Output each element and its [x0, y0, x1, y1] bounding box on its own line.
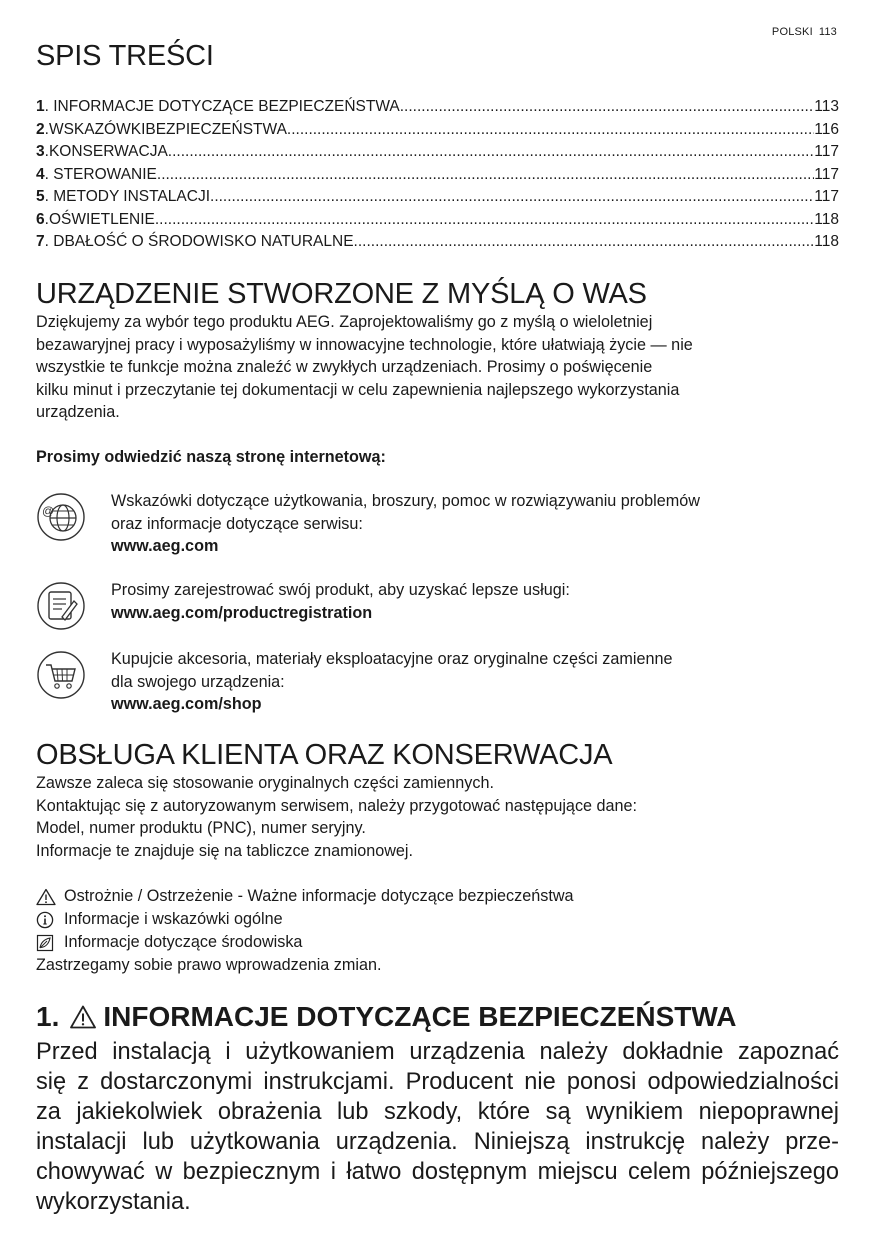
toc-item[interactable]	[36, 231, 839, 254]
toc-leader-dots	[287, 119, 814, 142]
safety-line: za jakiekolwiek obrażenia lub szkody, które są wynikiem niepoprawnej	[36, 1099, 839, 1125]
legend-row-warning	[36, 885, 574, 908]
service-line: Kontaktując się z autoryzowanym serwisem, należy przygotować następujące dane:	[36, 796, 638, 815]
toc-item-page: 113	[814, 98, 839, 115]
resource-line: oraz informacje dotyczące serwisu:	[111, 514, 363, 533]
safety-line: chowywać w bezpiecznym i łatwo dostępnym miejscu celem późniejszego	[36, 1159, 839, 1185]
toc-item[interactable]	[36, 96, 839, 119]
svg-text:@: @	[42, 504, 55, 518]
toc-item-number: 5	[36, 188, 45, 205]
toc-item-number: 2	[36, 120, 45, 138]
visit-website-label: Prosimy odwiedzić naszą stronę internetową:	[36, 448, 386, 466]
resource-item-registration	[36, 579, 836, 639]
toc-leader-dots	[155, 209, 814, 232]
service-line: Informacje te znajduje się na tabliczce znamionowej.	[36, 841, 414, 860]
resource-line: Kupujcie akcesoria, materiały eksploatacyjne oraz oryginalne części zamienne	[111, 650, 673, 668]
service-line: Zawsze zaleca się stosowanie oryginalnych części zamiennych.	[36, 774, 494, 792]
toc-item-page: 116	[814, 120, 839, 138]
resource-line: Wskazówki dotyczące użytkowania, broszury, pomoc w rozwiązywaniu problemów	[111, 492, 700, 510]
toc-item[interactable]	[36, 186, 839, 209]
toc-item-page: 118	[814, 210, 839, 228]
toc-item-title: STEROWANIE	[53, 165, 157, 183]
welcome-text	[36, 311, 693, 424]
toc-title: SPIS TREŚCI	[36, 40, 214, 72]
toc-item-separator: .	[44, 143, 49, 160]
welcome-line: wszystkie te funkcje można znaleźć w zwykłych urządzeniach. Prosimy o poświęcenie	[36, 358, 653, 376]
safety-heading	[36, 1001, 737, 1033]
warning-triangle-icon	[36, 888, 56, 906]
safety-line: Przed instalacją i użytkowaniem urządzenia należy dokładnie zapoznać	[36, 1039, 839, 1065]
disclaimer-text: Zastrzegamy sobie prawo wprowadzenia zmian.	[36, 956, 382, 974]
page-header	[772, 26, 837, 38]
welcome-line: Dziękujemy za wybór tego produktu AEG. Zaprojektowaliśmy go z myślą o wieloletniej	[36, 313, 653, 331]
shopping-cart-icon	[36, 650, 86, 700]
toc-item-title: INFORMACJE DOTYCZĄCE BEZPIECZEŃSTWA	[53, 98, 400, 115]
toc-item-number: 4	[36, 165, 45, 183]
language-label: POLSKI	[771, 26, 813, 38]
shop-link[interactable]: www.aeg.com/shop	[111, 695, 262, 713]
service-title: OBSŁUGA KLIENTA ORAZ KONSERWACJA	[36, 739, 613, 771]
toc-item-separator: .	[44, 233, 54, 250]
table-of-contents	[36, 96, 839, 254]
support-link[interactable]: www.aeg.com	[111, 537, 219, 555]
safety-line: się z dostarczonymi instrukcjami. Producent nie ponosi odpowiedzialności	[36, 1069, 839, 1095]
toc-item-page: 118	[814, 233, 839, 250]
safety-intro	[36, 1037, 839, 1217]
welcome-line: bezawaryjnej pracy i wyposażyliśmy w innowacyjne technologie, które ułatwiają życie — nie	[36, 335, 693, 354]
resource-line: dla swojego urządzenia:	[111, 672, 285, 691]
service-text	[36, 772, 637, 862]
legend-info-text: Informacje i wskazówki ogólne	[64, 910, 283, 928]
legend-row-info	[36, 908, 574, 931]
resource-text	[111, 579, 570, 624]
toc-item-number: 1	[36, 98, 45, 115]
toc-item-title: WSKAZÓWKIBEZPIECZEŃSTWA	[48, 120, 287, 138]
resource-text	[111, 648, 672, 716]
toc-item[interactable]	[36, 141, 839, 164]
legend-row-disclaimer	[36, 954, 574, 977]
toc-item-title: METODY INSTALACJI	[53, 188, 211, 205]
welcome-line: urządzenia.	[36, 403, 120, 421]
toc-leader-dots	[400, 96, 815, 119]
toc-item-title: DBAŁOŚĆ O ŚRODOWISKO NATURALNE	[53, 233, 354, 250]
info-icon	[36, 911, 56, 929]
symbol-legend	[36, 885, 574, 977]
toc-item-separator: .	[44, 120, 49, 138]
safety-line: wykorzystania.	[36, 1189, 191, 1215]
resource-item-support	[36, 490, 836, 555]
globe-icon	[36, 492, 86, 542]
environment-leaf-icon	[36, 934, 56, 952]
warning-triangle-icon	[69, 1004, 97, 1030]
toc-item-number: 7	[36, 233, 45, 250]
toc-item-title: KONSERWACJA	[48, 143, 168, 160]
welcome-line: kilku minut i przeczytanie tej dokumentacji w celu zapewnienia najlepszego wykorzystania	[36, 380, 680, 399]
toc-item-page: 117	[814, 143, 839, 160]
toc-item-number: 3	[36, 143, 45, 160]
page-number: 113	[818, 26, 837, 38]
toc-leader-dots	[354, 231, 815, 254]
legend-environment-text: Informacje dotyczące środowiska	[64, 933, 303, 951]
toc-item-page: 117	[814, 188, 839, 205]
safety-line: instalacji lub użytkowania urządzenia. Niniejszą instrukcję należy prze-	[36, 1129, 839, 1155]
safety-number: 1.	[36, 1001, 60, 1032]
toc-item[interactable]	[36, 164, 839, 187]
toc-item-separator: .	[44, 210, 49, 228]
toc-item-separator: .	[44, 165, 54, 183]
toc-leader-dots	[210, 186, 814, 209]
toc-item[interactable]	[36, 209, 839, 232]
registration-link[interactable]: www.aeg.com/productregistration	[111, 603, 373, 622]
toc-item-separator: .	[44, 98, 54, 115]
resource-line: Prosimy zarejestrować swój produkt, aby uzyskać lepsze usługi:	[111, 581, 570, 599]
toc-leader-dots	[168, 141, 814, 164]
toc-item[interactable]	[36, 119, 839, 142]
toc-item-page: 117	[814, 165, 839, 183]
toc-item-separator: .	[44, 188, 54, 205]
service-line: Model, numer produktu (PNC), numer seryjny.	[36, 819, 366, 837]
toc-item-number: 6	[36, 210, 45, 228]
resource-text	[111, 490, 700, 558]
toc-item-title: OŚWIETLENIE	[48, 210, 155, 228]
resource-item-shop	[36, 648, 836, 713]
welcome-title: URZĄDZENIE STWORZONE Z MYŚLĄ O WAS	[36, 278, 647, 310]
legend-warning-text: Ostrożnie / Ostrzeżenie - Ważne informacje dotyczące bezpieczeństwa	[64, 887, 574, 905]
safety-title: INFORMACJE DOTYCZĄCE BEZPIECZEŃSTWA	[103, 1001, 737, 1032]
registration-icon	[36, 581, 86, 631]
legend-row-environment	[36, 931, 574, 954]
toc-leader-dots	[157, 164, 814, 187]
